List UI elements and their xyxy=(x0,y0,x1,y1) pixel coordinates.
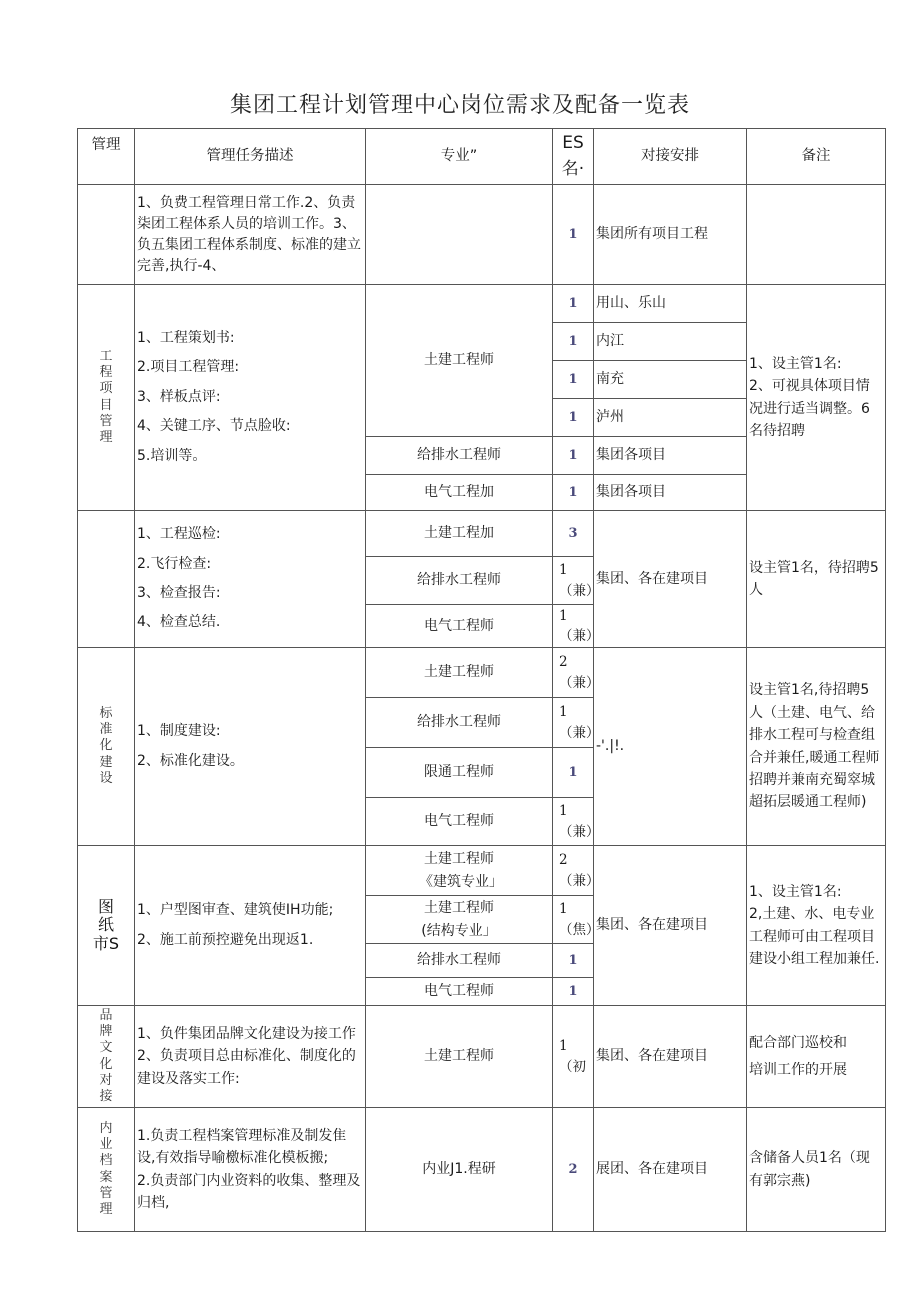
header-management: 管理 xyxy=(78,129,135,185)
specialty-cell: 给排水工程师 xyxy=(366,698,553,748)
specialty-cell: 土建工程师 xyxy=(366,1006,553,1108)
header-specialty: 专业” xyxy=(366,129,553,185)
category-label: 标准化建设 xyxy=(99,705,113,786)
docking-cell: 集团、各在建项目 xyxy=(594,511,747,648)
table-row xyxy=(78,1108,886,1232)
remarks-cell: 1、设主管1名: 2、可视具体项目情况进行适当调整。6名待招聘 xyxy=(747,285,886,511)
table-row xyxy=(78,511,886,557)
specialty-cell: 电气工程加 xyxy=(366,475,553,511)
task-cell xyxy=(135,846,366,1006)
headcount-cell: 2（兼） xyxy=(553,846,594,896)
task-line: 3、样板点评: xyxy=(137,388,221,405)
specialty-cell xyxy=(366,846,553,896)
task-line: 3、检查报告: xyxy=(137,585,221,601)
category-label: 工程项目管理 xyxy=(99,348,113,445)
header-remarks: 备注 xyxy=(747,129,886,185)
docking-cell: 集团、各在建项目 xyxy=(594,1006,747,1108)
task-line: 2.项目工程管理: xyxy=(137,359,240,376)
task-line: 5.培训等。 xyxy=(137,447,207,464)
task-cell xyxy=(135,285,366,511)
task-line: 2、施工前预控避免出现返1. xyxy=(137,931,314,948)
headcount-cell: 1 xyxy=(553,399,594,437)
specialty-cell: 限通工程师 xyxy=(366,748,553,798)
docking-cell: 南充 xyxy=(594,361,747,399)
table-row xyxy=(78,846,886,896)
docking-cell: 集团所有项目工程 xyxy=(594,185,747,285)
category-label: 内业档案管理 xyxy=(99,1120,113,1217)
docking-cell: -'.|!. xyxy=(594,648,747,846)
specialty-label: 土建工程师《建筑专业」 xyxy=(419,851,503,890)
headcount-cell: 1 xyxy=(553,475,594,511)
specialty-cell: 给排水工程师 xyxy=(366,437,553,475)
docking-cell: 集团、各在建项目 xyxy=(594,846,747,1006)
headcount-cell: 3 xyxy=(553,511,594,557)
task-line: 4、关键工序、节点脸收: xyxy=(137,418,291,435)
docking-cell: 泸州 xyxy=(594,399,747,437)
header-task-description: 管理任务描述 xyxy=(135,129,366,185)
remarks-cell: 设主管1名,待招聘5人（土建、电气、给排水工程可与检查组合并兼任,暖通工程师招聘并兼南充蜀窣城超拓层暖通工程师) xyxy=(747,648,886,846)
table-row xyxy=(78,1006,886,1108)
category-cell xyxy=(78,648,135,846)
specialty-cell: 土建工程加 xyxy=(366,511,553,557)
table-row xyxy=(78,185,886,285)
category-label: 品牌文化对接 xyxy=(99,1007,113,1104)
category-cell xyxy=(78,285,135,511)
task-line: 2.飞行检查: xyxy=(137,555,212,572)
specialty-cell: 土建工程师 xyxy=(366,648,553,698)
task-line: 2、标准化建设。 xyxy=(137,752,244,769)
task-cell xyxy=(135,511,366,648)
headcount-cell: 1 xyxy=(553,944,594,978)
task-cell: 1、负件集团品牌文化建设为接工作 2、负责项目总由标准化、制度化的建设及落实工作: xyxy=(135,1006,366,1108)
headcount-cell: 1（初 xyxy=(553,1006,594,1108)
category-cell xyxy=(78,511,135,648)
specialty-cell: 给排水工程师 xyxy=(366,557,553,605)
headcount-cell: 1 xyxy=(553,323,594,361)
table-row xyxy=(78,285,886,323)
remarks-cell: 配合部门巡校和 培训工作的开展 xyxy=(747,1006,886,1108)
headcount-cell: 1 xyxy=(553,748,594,798)
headcount-cell: 1 xyxy=(553,285,594,323)
headcount-cell: 1 xyxy=(553,978,594,1006)
remarks-cell: 含储备人员1名（现 有郭宗燕) xyxy=(747,1108,886,1232)
specialty-cell: 电气工程师 xyxy=(366,605,553,648)
category-cell xyxy=(78,185,135,285)
category-cell xyxy=(78,1006,135,1108)
headcount-cell: 1（兼） xyxy=(553,798,594,846)
specialty-cell xyxy=(366,185,553,285)
docking-cell: 集团各项目 xyxy=(594,475,747,511)
category-cell xyxy=(78,846,135,1006)
specialty-cell: 内业J1.程研 xyxy=(366,1108,553,1232)
docking-cell: 展团、各在建项目 xyxy=(594,1108,747,1232)
specialty-cell: 给排水工程师 xyxy=(366,944,553,978)
task-line: 1、工程策划书: xyxy=(137,330,235,347)
category-cell xyxy=(78,1108,135,1232)
headcount-cell: 1 xyxy=(553,437,594,475)
headcount-cell: 2（兼） xyxy=(553,648,594,698)
headcount-cell: 1 xyxy=(553,361,594,399)
remarks-cell: 1、设主管1名: 2,土建、水、电专业工程师可由工程项目建设小组工程加兼任. xyxy=(747,846,886,1006)
table-row xyxy=(78,648,886,698)
specialty-cell: 电气工程师 xyxy=(366,978,553,1006)
docking-cell: 内江 xyxy=(594,323,747,361)
header-row xyxy=(78,129,886,185)
page-title: 集团工程计划管理中心岗位需求及配备一览表 xyxy=(229,93,690,118)
headcount-cell: 1（兼） xyxy=(553,605,594,648)
task-line: 1、工程巡检: xyxy=(137,526,221,543)
positions-table xyxy=(77,128,886,1232)
headcount-cell: 1 xyxy=(553,185,594,285)
specialty-cell xyxy=(366,896,553,944)
specialty-cell: 电气工程师 xyxy=(366,798,553,846)
header-docking: 对接安排 xyxy=(594,129,747,185)
task-line: 4、检查总结. xyxy=(137,614,221,631)
headcount-cell: 1（兼） xyxy=(553,698,594,748)
docking-cell: 集团各项目 xyxy=(594,437,747,475)
task-line: 1、户型图审查、建筑使IH功能; xyxy=(137,902,334,919)
specialty-label: 土建工程师(结构专业」 xyxy=(421,900,497,939)
task-cell: 1、负费工程管理日常工作.2、负责柒团工程体系人员的培训工作。3、负五集团工程体系制度、标准的建立完善,执行-4、 xyxy=(135,185,366,285)
remarks-cell: 设主管1名，待招聘5人 xyxy=(747,511,886,648)
headcount-cell: 1（兼） xyxy=(553,557,594,605)
headcount-cell: 2 xyxy=(553,1108,594,1232)
specialty-cell: 土建工程师 xyxy=(366,285,553,437)
headcount-cell: 1（焦） xyxy=(553,896,594,944)
remarks-cell xyxy=(747,185,886,285)
task-cell: 1.负责工程档案管理标准及制发隹设,有效指导喻檄标准化模板搬; 2.负责部门内业资料的收集、整理及归档, xyxy=(135,1108,366,1232)
task-line: 1、制度建设: xyxy=(137,723,221,740)
task-cell xyxy=(135,648,366,846)
category-label: 图纸市S xyxy=(92,896,120,953)
docking-cell: 用山、乐山 xyxy=(594,285,747,323)
header-headcount: ES名· xyxy=(553,129,594,185)
